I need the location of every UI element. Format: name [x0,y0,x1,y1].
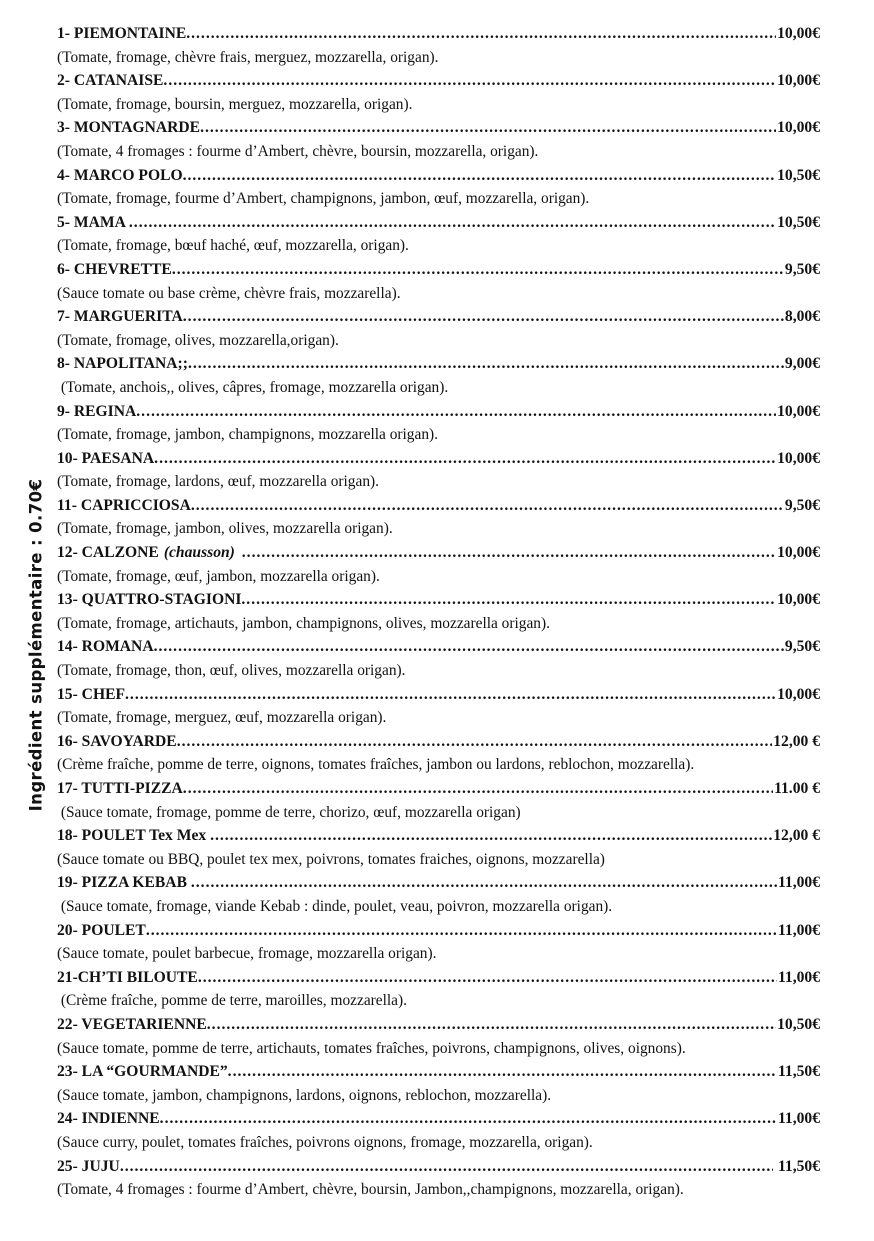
menu-item-title-line [57,541,820,565]
menu-item-row [57,1107,820,1154]
menu-item-ingredients: (Sauce tomate ou base crème, chèvre frais, mozzarella). [57,284,401,302]
leader-dots [198,966,777,990]
leader-dots [120,1155,773,1179]
menu-item-title-line [57,871,820,895]
menu-item-name: 3- MONTAGNARDE [57,119,201,137]
menu-item-name: 10- PAESANA [57,449,155,467]
menu-item-title-line [57,777,820,801]
menu-item-row [57,447,820,494]
menu-item-ingredients: (Sauce tomate, pomme de terre, artichauts, tomates fraîches, poivrons, champignons, olives, oignons). [57,1039,686,1057]
menu-item-price: 9,50€ [784,638,820,656]
menu-item-name: 23- LA “GOURMANDE” [57,1063,228,1081]
menu-item-row [57,1155,820,1202]
menu-item-row [57,1013,820,1060]
extra-ingredient-note: Ingrédient supplémentaire : 0.70€ [26,478,46,812]
menu-item-title-line [57,730,820,754]
menu-item-row [57,966,820,1013]
leader-dots [154,635,784,659]
menu-item-ingredients: (Tomate, fromage, jambon, champignons, mozzarella origan). [57,426,438,444]
menu-item-ingredients: (Sauce tomate, fromage, pomme de terre, chorizo, œuf, mozzarella origan) [57,803,521,821]
menu-item-ingredients: (Tomate, fromage, olives, mozzarella,origan). [57,331,339,349]
menu-item-ingredients: (Tomate, anchois,, olives, câpres, fromage, mozzarella origan). [57,378,449,396]
leader-dots [183,164,777,188]
menu-item-price: 9,50€ [784,496,820,514]
menu-item-ingredients: (Tomate, 4 fromages : fourme d’Ambert, chèvre, boursin, Jambon,,champignons, mozzarella, origan). [57,1181,684,1199]
menu-item-name: 22- VEGETARIENNE [57,1015,207,1033]
menu-item-name: 5- MAMA [57,213,129,231]
menu-item-title-line [57,588,820,612]
menu-item-price: 10,00€ [777,72,820,90]
menu-item-name: 8- NAPOLITANA;; [57,355,188,373]
menu-item-title-line [57,116,820,140]
leader-dots [136,400,776,424]
menu-item-ingredients: (Tomate, fromage, chèvre frais, merguez, mozzarella, origan). [57,48,439,66]
menu-item-name: 1- PIEMONTAINE [57,25,187,42]
leader-dots [241,588,776,612]
menu-item-row [57,588,820,635]
menu-item-row [57,919,820,966]
menu-item-title-line [57,1155,820,1179]
menu-item-price: 12,00 € [773,827,820,845]
menu-item-title-line [57,69,820,93]
leader-dots [125,683,776,707]
menu-item-ingredients: (Tomate, fromage, thon, œuf, olives, mozzarella origan). [57,662,406,680]
leader-dots [210,824,772,848]
menu-item-price: 10,00€ [777,591,820,609]
menu-item-title-line [57,494,820,518]
menu-item-name: 9- REGINA [57,402,137,420]
menu-item-row [57,824,820,871]
menu-item-title-line [57,164,820,188]
menu-item-ingredients: (Tomate, fromage, merguez, œuf, mozzarella origan). [57,709,387,727]
menu-item-row [57,164,820,211]
menu-item-title-line [57,1060,820,1084]
menu-item-price: 12,00 € [773,732,820,750]
menu-item-row [57,352,820,399]
leader-dots [242,541,776,565]
leader-dots [160,1107,777,1131]
menu-item-price: 10,00€ [777,544,820,562]
menu-item-name: 2- CATANAISE [57,72,164,90]
menu-item-title-line [57,352,820,376]
menu-item-row [57,635,820,682]
menu-item-row [57,730,820,777]
menu-item-ingredients: (Crème fraîche, pomme de terre, maroilles, mozzarella). [57,992,407,1010]
menu-item-title-line [57,305,820,329]
menu-item-title-line [57,635,820,659]
menu-item-title-line [57,919,820,943]
menu-item-name: 13- QUATTRO-STAGIONI [57,591,242,609]
menu-item-price: 8,00€ [784,308,820,326]
menu-item-title-line [57,966,820,990]
menu-item-title-line [57,211,820,235]
menu-item-ingredients: (Tomate, fromage, lardons, œuf, mozzarella origan). [57,473,379,491]
menu-item-ingredients: (Sauce curry, poulet, tomates fraîches, poivrons oignons, fromage, mozzarella, origan). [57,1133,593,1151]
leader-dots [154,447,776,471]
menu-item-price: 11,50€ [777,1063,820,1081]
menu-item-name: 12- CALZONE [57,544,159,562]
menu-item-ingredients: (Tomate, fromage, jambon, olives, mozzarella origan). [57,520,393,538]
menu-item-row [57,494,820,541]
menu-item-row [57,777,820,824]
menu-item-price: 11,00€ [777,921,820,939]
menu-item-name: 15- CHEF [57,685,126,703]
leader-dots [186,22,776,46]
menu-item-ingredients: (Sauce tomate, jambon, champignons, lardons, oignons, reblochon, mozzarella). [57,1086,552,1104]
menu-item-price: 9,00€ [784,355,820,373]
leader-dots [191,871,777,895]
leader-dots [129,211,776,235]
leader-dots [163,69,776,93]
menu-item-name: 4- MARCO POLO [57,166,183,184]
menu-item-price: 10,50€ [777,166,820,184]
leader-dots [172,258,784,282]
menu-item-ingredients: (Tomate, fromage, fourme d’Ambert, champignons, jambon, œuf, mozzarella, origan). [57,190,590,208]
menu-item-title-line [57,400,820,424]
leader-dots [188,352,784,376]
menu-item-row [57,541,820,588]
menu-list [57,22,820,1202]
menu-item-ingredients: (Tomate, fromage, boursin, merguez, mozzarella, origan). [57,95,413,113]
menu-item-price: 10,50€ [777,1015,820,1033]
leader-dots [146,919,777,943]
menu-item-price: 11,00€ [777,1110,820,1128]
menu-item-price: 10,50€ [777,213,820,231]
menu-item-price: 10,00€ [777,449,820,467]
menu-item-title-line [57,447,820,471]
menu-item-row [57,683,820,730]
menu-item-title-line [57,824,820,848]
menu-item-name: 18- POULET Tex Mex [57,827,211,845]
menu-item-row [57,116,820,163]
menu-item-ingredients: (Sauce tomate, fromage, viande Kebab : dinde, poulet, veau, poivron, mozzarella origan). [57,897,613,915]
leader-dots [177,730,773,754]
menu-item-row [57,22,820,69]
menu-item-name: 11- CAPRICCIOSA [57,496,191,514]
menu-item-price: 11,50€ [774,1157,820,1175]
menu-item-name: 17- TUTTI-PIZZA [57,780,183,797]
menu-item-ingredients: (Tomate, fromage, artichauts, jambon, champignons, olives, mozzarella origan). [57,614,550,632]
menu-item-title-line [57,258,820,282]
menu-item-title-line [57,1107,820,1131]
menu-item-title-line [57,1013,820,1037]
menu-item-row [57,1060,820,1107]
menu-item-price: 11.00 € [774,780,820,797]
menu-item-price: 11,00€ [777,968,820,986]
menu-item-name: 24- INDIENNE [57,1110,160,1128]
menu-item-row [57,258,820,305]
menu-item-price: 10,00€ [777,685,820,703]
menu-item-name: 25- JUJU [57,1157,120,1175]
menu-item-ingredients: (Crème fraîche, pomme de terre, oignons, tomates fraîches, jambon ou lardons, reblochon, mozzarella). [57,756,695,774]
menu-item-price: 10,00€ [777,402,820,420]
menu-item-row [57,211,820,258]
menu-item-row [57,871,820,918]
leader-dots [228,1060,777,1084]
menu-item-ingredients: (Tomate, fromage, œuf, jambon, mozzarella origan). [57,567,380,585]
menu-item-price: 10,00€ [777,25,820,42]
menu-item-name: 16- SAVOYARDE [57,732,177,750]
menu-item-title-line [57,22,820,46]
menu-item-ingredients: (Sauce tomate ou BBQ, poulet tex mex, poivrons, tomates fraiches, oignons, mozzarella) [57,850,605,868]
menu-item-name: 20- POULET [57,921,146,939]
leader-dots [207,1013,776,1037]
menu-item-ingredients: (Tomate, 4 fromages : fourme d’Ambert, chèvre, boursin, mozzarella, origan). [57,142,539,160]
menu-item-ingredients: (Sauce tomate, poulet barbecue, fromage, mozzarella origan). [57,945,437,963]
menu-item-name: 21-CH’TI BILOUTE [57,968,198,986]
menu-item-row [57,400,820,447]
menu-item-note: (chausson) [163,544,239,562]
menu-item-name: 19- PIZZA KEBAB [57,874,191,892]
menu-item-price: 11,00€ [777,874,820,892]
menu-item-price: 10,00€ [777,119,820,137]
menu-item-name: 6- CHEVRETTE [57,260,172,278]
leader-dots [191,494,784,518]
leader-dots [200,116,776,140]
menu-item-ingredients: (Tomate, fromage, bœuf haché, œuf, mozzarella, origan). [57,237,409,255]
menu-item-name: 7- MARGUERITA [57,308,183,326]
menu-item-name: 14- ROMANA [57,638,154,656]
menu-item-row [57,69,820,116]
menu-item-title-line [57,683,820,707]
menu-item-price: 9,50€ [784,260,820,278]
leader-dots [183,305,784,329]
leader-dots [183,777,773,801]
menu-item-row [57,305,820,352]
